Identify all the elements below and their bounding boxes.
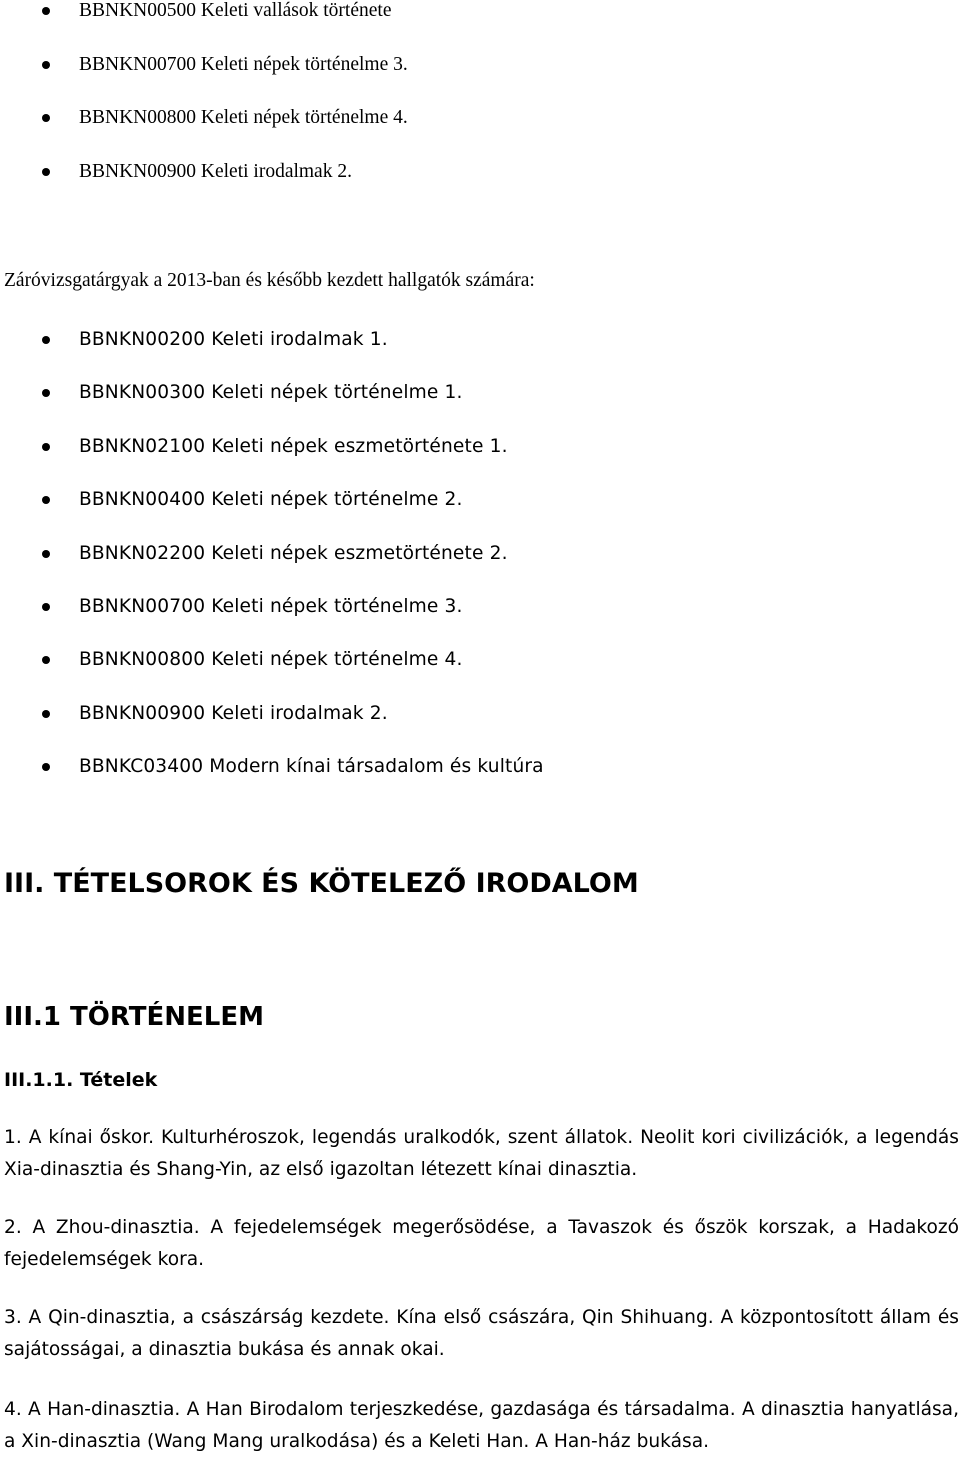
list-item-text: BBNKC03400 Modern kínai társadalom és kultúra: [79, 756, 544, 778]
list-item: [0, 489, 960, 542]
bullet-icon: [42, 443, 50, 451]
topic-paragraph: 4. A Han-dinasztia. A Han Birodalom terjeszkedése, gazdasága és társadalma. A dinasztia hanyatlása, a Xin-dinasztia (Wang Mang uralkodása) és a Keleti Han. A Han-ház bukása.: [4, 1399, 959, 1452]
bullet-icon: [42, 656, 50, 664]
exam-subjects-heading: Záróvizsgatárgyak a 2013-ban és később kezdett hallgatók számára:: [4, 270, 535, 291]
list-item-text: BBNKN00200 Keleti irodalmak 1.: [79, 329, 388, 350]
bullet-icon: [42, 496, 50, 504]
bullet-icon: [42, 389, 50, 397]
list-item-text: BBNKN00300 Keleti népek történelme 1.: [79, 382, 463, 404]
topic-paragraph: 1. A kínai őskor. Kulturhéroszok, legendás uralkodók, szent állatok. Neolit kori civilizációk, a legendás Xia-dinasztia és Shang-Yin, az első igazoltan létezett kínai dinasztia.: [4, 1127, 959, 1180]
list-item-text: BBNKN00700 Keleti népek történelme 3.: [79, 53, 408, 75]
bullet-icon: [42, 763, 50, 771]
topic-paragraph: 2. A Zhou-dinasztia. A fejedelemségek megerősödése, a Tavaszok és őszök korszak, a Hadakozó fejedelemségek kora.: [4, 1217, 959, 1270]
bullet-icon: [42, 550, 50, 558]
list-item: [0, 596, 960, 649]
list-item: [0, 329, 960, 382]
list-item-text: BBNKN02100 Keleti népek eszmetörténete 1.: [79, 435, 508, 457]
list-item: [0, 161, 960, 215]
list-item: [0, 382, 960, 435]
list-item: [0, 436, 960, 489]
bullet-icon: [42, 61, 50, 69]
list-item-text: BBNKN00800 Keleti népek történelme 4.: [79, 649, 463, 671]
bullet-icon: [42, 7, 50, 15]
list-item-text: BBNKN00900 Keleti irodalmak 2.: [79, 702, 388, 724]
list-item-text: BBNKN00500 Keleti vallások története: [79, 0, 392, 21]
section-title: III. TÉTELSOROK ÉS KÖTELEZŐ IRODALOM: [4, 868, 639, 899]
subsubsection-title: III.1.1. Tételek: [4, 1069, 158, 1091]
list-item: [0, 543, 960, 596]
list-item: [0, 649, 960, 702]
bullet-icon: [42, 336, 50, 344]
bullet-icon: [42, 603, 50, 611]
list-item-text: BBNKN00700 Keleti népek történelme 3.: [79, 595, 463, 617]
list-item: [0, 107, 960, 161]
bullet-icon: [42, 710, 50, 718]
list-item-text: BBNKN00800 Keleti népek történelme 4.: [79, 107, 408, 129]
subsection-title: III.1 TÖRTÉNELEM: [4, 1002, 264, 1032]
bullet-icon: [42, 168, 50, 176]
exam-course-list: [0, 329, 960, 810]
list-item: [0, 703, 960, 756]
list-item: [0, 0, 960, 54]
topic-paragraph: 3. A Qin-dinasztia, a császárság kezdete. Kína első császára, Qin Shihuang. A központosított állam és sajátosságai, a dinasztia bukása és annak okai.: [4, 1307, 959, 1360]
list-item: [0, 756, 960, 809]
list-item-text: BBNKN00400 Keleti népek történelme 2.: [79, 489, 463, 511]
course-list-top: [0, 0, 960, 214]
list-item: [0, 54, 960, 108]
bullet-icon: [42, 114, 50, 122]
list-item-text: BBNKN00900 Keleti irodalmak 2.: [79, 160, 352, 182]
list-item-text: BBNKN02200 Keleti népek eszmetörténete 2.: [79, 542, 508, 564]
